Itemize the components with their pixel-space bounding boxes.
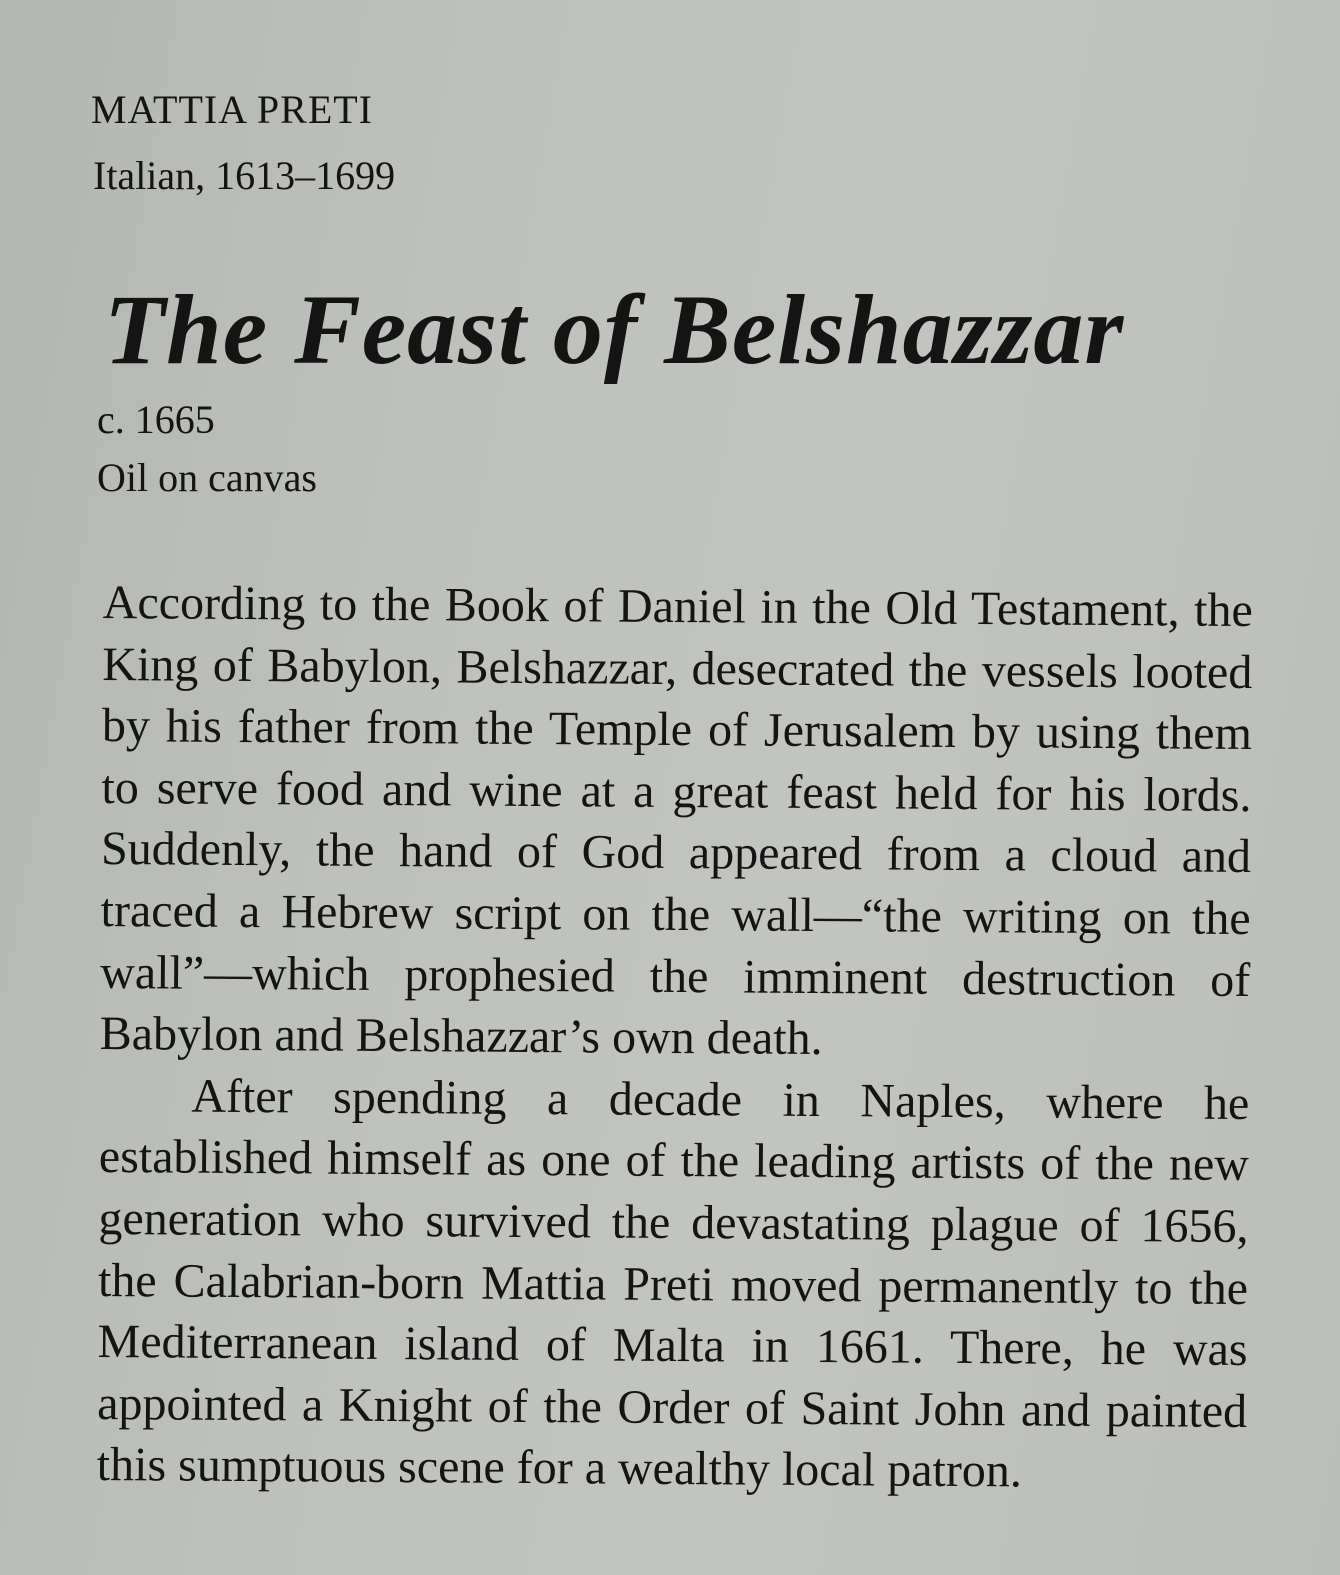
- artist-nationality-dates: Italian, 1613–1699: [93, 153, 396, 198]
- description-paragraph: According to the Book of Daniel in the Old Testament, the King of Babylon, Belshazzar, desecrated the vessels looted by his father from the Temple of Jerusalem by using them to serve food and wine at a great feast held for his lords. Suddenly, the hand of God appeared from a cloud and traced a Hebrew script on the wall—“the writing on the wall”—which prophesied the imminent destruction of Babylon and Belshazzar’s own death.: [99, 575, 1253, 1066]
- artwork-medium: Oil on canvas: [97, 455, 317, 500]
- description-text: [97, 572, 1253, 1504]
- artist-name: MATTIA PRETI: [91, 87, 373, 132]
- artwork-title: The Feast of Belshazzar: [104, 274, 1125, 385]
- description-paragraph: After spending a decade in Naples, where he established himself as one of the leading artists of the new generation who survived the devastating plague of 1656, the Calabrian-born Mattia Preti moved permanently to the Mediterranean island of Malta in 1661. There, he was appointed a Knight of the Order of Saint John and painted this sumptuous scene for a wealthy local patron.: [96, 1069, 1250, 1498]
- artwork-date: c. 1665: [97, 397, 215, 442]
